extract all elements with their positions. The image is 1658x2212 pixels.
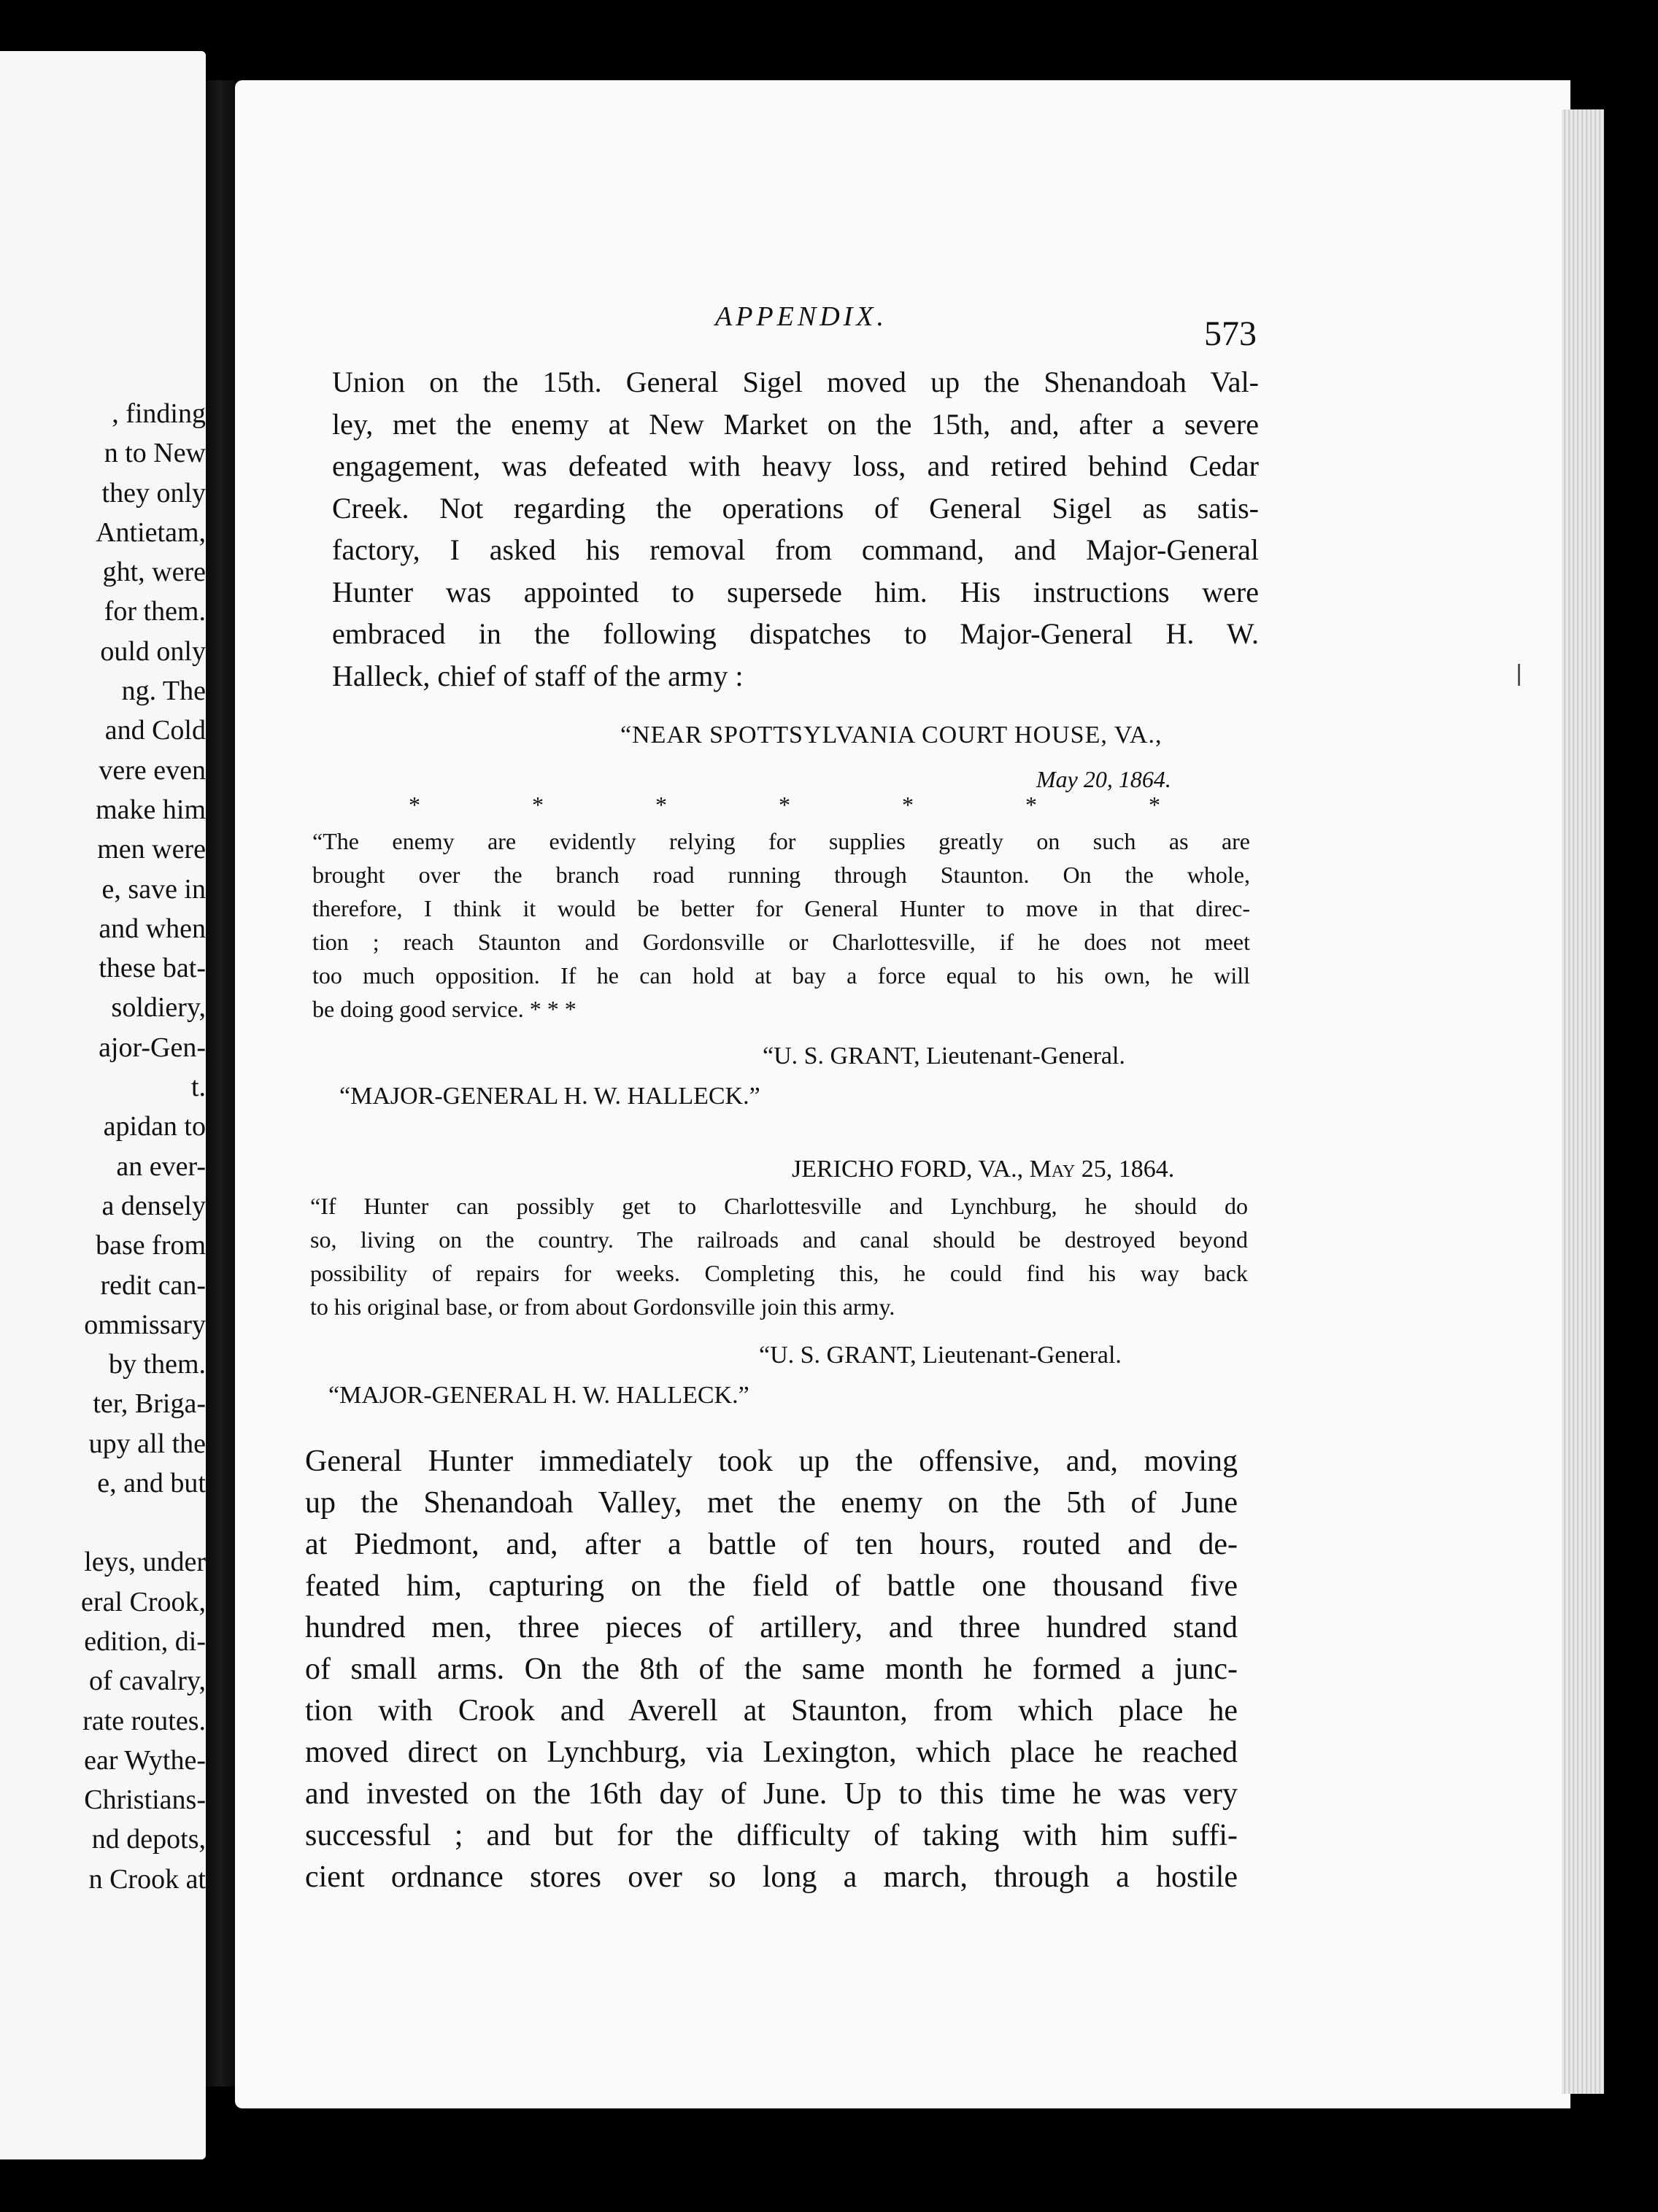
- left-text-line: edition, di-: [84, 1625, 206, 1657]
- dispatch-2-signature: “U. S. GRANT, Lieutenant-General.: [759, 1342, 1122, 1369]
- text-line: Creek. Not regarding the operations of General Sigel as satis-: [332, 491, 1259, 525]
- text-line: cient ordnance stores over so long a march, through a hostile: [305, 1860, 1238, 1894]
- margin-mark: [1518, 664, 1520, 686]
- text-line: embraced in the following dispatches to Major-General H. W.: [332, 617, 1259, 650]
- text-line: be doing good service. * * *: [312, 996, 577, 1022]
- left-text-line: make him: [96, 794, 206, 825]
- left-text-line: n to New: [104, 438, 206, 469]
- left-text-line: vere even: [99, 754, 206, 786]
- left-page-text: [0, 394, 206, 1899]
- left-text-line: they only: [101, 477, 206, 508]
- text-line: moved direct on Lynchburg, via Lexington, which place he reached: [305, 1736, 1238, 1769]
- left-text-line: by them.: [109, 1349, 206, 1380]
- text-line: and invested on the 16th day of June. Up to this time he was very: [305, 1777, 1238, 1811]
- left-text-line: , finding: [112, 398, 206, 429]
- left-text-line: ght, were: [102, 557, 206, 588]
- left-text-line: ter, Briga-: [93, 1388, 206, 1420]
- text-line: brought over the branch road running through Staunton. On the whole,: [312, 862, 1250, 888]
- dispatch-1-body: [312, 824, 1250, 1026]
- left-facing-page: [0, 51, 206, 2159]
- text-line: “The enemy are evidently relying for supplies greatly on such as are: [312, 828, 1250, 854]
- left-text-line: for them.: [104, 596, 206, 627]
- text-line: up the Shenandoah Valley, met the enemy on the 5th of June: [305, 1486, 1238, 1520]
- left-text-line: Christians-: [84, 1784, 206, 1816]
- left-text-line: ommissary: [84, 1309, 206, 1340]
- left-text-line: [0, 1503, 206, 1542]
- text-line: therefore, I think it would be better for General Hunter to move in that direc-: [312, 895, 1250, 921]
- left-text-line: a densely: [101, 1190, 206, 1221]
- left-text-line: apidan to: [103, 1111, 206, 1142]
- dispatch-2-location-date: JERICHO FORD, VA., May 25, 1864.: [792, 1156, 1175, 1183]
- star: *: [902, 792, 914, 818]
- text-line: ley, met the enemy at New Market on the 15th, and, after a severe: [332, 407, 1259, 441]
- star: *: [1149, 792, 1160, 818]
- running-head: APPENDIX.: [715, 301, 888, 332]
- ellipsis-stars: [409, 792, 1160, 819]
- dispatch-1-date: May 20, 1864.: [1036, 766, 1171, 792]
- text-line: Hunter was appointed to supersede him. His instructions were: [332, 575, 1259, 608]
- text-line: factory, I asked his removal from command, and Major-General: [332, 533, 1259, 566]
- left-text-line: leys, under: [84, 1547, 206, 1578]
- text-line: possibility of repairs for weeks. Completing this, he could find his way back: [310, 1260, 1248, 1286]
- left-text-line: e, and but: [97, 1468, 206, 1499]
- page-edges: [1562, 109, 1604, 2094]
- left-text-line: Antietam,: [96, 517, 206, 548]
- left-text-line: e, save in: [101, 873, 206, 905]
- text-line: hundred men, three pieces of artillery, and three hundred stand: [305, 1611, 1238, 1644]
- left-text-line: these bat-: [99, 953, 206, 984]
- text-line: too much opposition. If he can hold at bay a force equal to his own, he will: [312, 962, 1250, 989]
- text-line: “If Hunter can possibly get to Charlottesville and Lynchburg, he should do: [310, 1193, 1248, 1219]
- left-text-line: upy all the: [88, 1428, 206, 1459]
- star: *: [532, 792, 544, 818]
- left-text-line: nd depots,: [91, 1824, 206, 1855]
- left-text-line: t.: [190, 1072, 206, 1103]
- left-text-line: n Crook at: [88, 1863, 206, 1895]
- dispatch-1-location: “NEAR SPOTTSYLVANIA COURT HOUSE, VA.,: [620, 722, 1162, 749]
- text-line: at Piedmont, and, after a battle of ten hours, routed and de-: [305, 1528, 1238, 1561]
- text-line: General Hunter immediately took up the offensive, and, moving: [305, 1445, 1238, 1478]
- text-line: Halleck, chief of staff of the army :: [332, 659, 744, 692]
- left-text-line: rate routes.: [82, 1705, 206, 1736]
- star: *: [779, 792, 790, 818]
- text-line: engagement, was defeated with heavy loss, and retired behind Cedar: [332, 449, 1259, 482]
- left-text-line: ould only: [100, 635, 206, 667]
- star: *: [655, 792, 667, 818]
- text-line: so, living on the country. The railroads and canal should be destroyed beyond: [310, 1226, 1248, 1253]
- book-gutter: [206, 80, 235, 2087]
- page-number: 573: [1204, 314, 1257, 353]
- text-line: tion with Crook and Averell at Staunton, from which place he: [305, 1694, 1238, 1728]
- left-text-line: redit can-: [100, 1269, 206, 1301]
- left-text-line: an ever-: [116, 1151, 206, 1182]
- paragraph-2: [305, 1441, 1238, 1898]
- text-line: feated him, capturing on the field of battle one thousand five: [305, 1569, 1238, 1603]
- paragraph-1: [332, 361, 1259, 697]
- text-line: tion ; reach Staunton and Gordonsville or Charlottesville, if he does not meet: [312, 929, 1250, 955]
- left-text-line: men were: [97, 834, 206, 865]
- text-line: Union on the 15th. General Sigel moved up the Shenandoah Val-: [332, 366, 1259, 398]
- left-text-line: soldiery,: [111, 992, 206, 1024]
- left-text-line: eral Crook,: [81, 1586, 206, 1617]
- star: *: [1025, 792, 1037, 818]
- left-text-line: of cavalry,: [89, 1666, 206, 1697]
- dispatch-1-signature: “U. S. GRANT, Lieutenant-General.: [763, 1043, 1125, 1070]
- left-text-line: and Cold: [104, 715, 206, 746]
- text-line: successful ; and but for the difficulty of taking with him suffi-: [305, 1819, 1238, 1852]
- star: *: [409, 792, 420, 818]
- left-text-line: ng. The: [121, 676, 206, 707]
- dispatch-1-addressee: “MAJOR-GENERAL H. W. HALLECK.”: [339, 1083, 760, 1110]
- left-text-line: base from: [96, 1230, 206, 1261]
- text-line: to his original base, or from about Gordonsville join this army.: [310, 1293, 895, 1320]
- left-text-line: ajor-Gen-: [99, 1032, 206, 1063]
- left-text-line: and when: [99, 913, 206, 944]
- left-text-line: ear Wythe-: [84, 1744, 206, 1776]
- dispatch-2-body: [310, 1189, 1248, 1323]
- dispatch-2-addressee: “MAJOR-GENERAL H. W. HALLECK.”: [328, 1382, 749, 1409]
- text-line: of small arms. On the 8th of the same month he formed a junc-: [305, 1652, 1238, 1686]
